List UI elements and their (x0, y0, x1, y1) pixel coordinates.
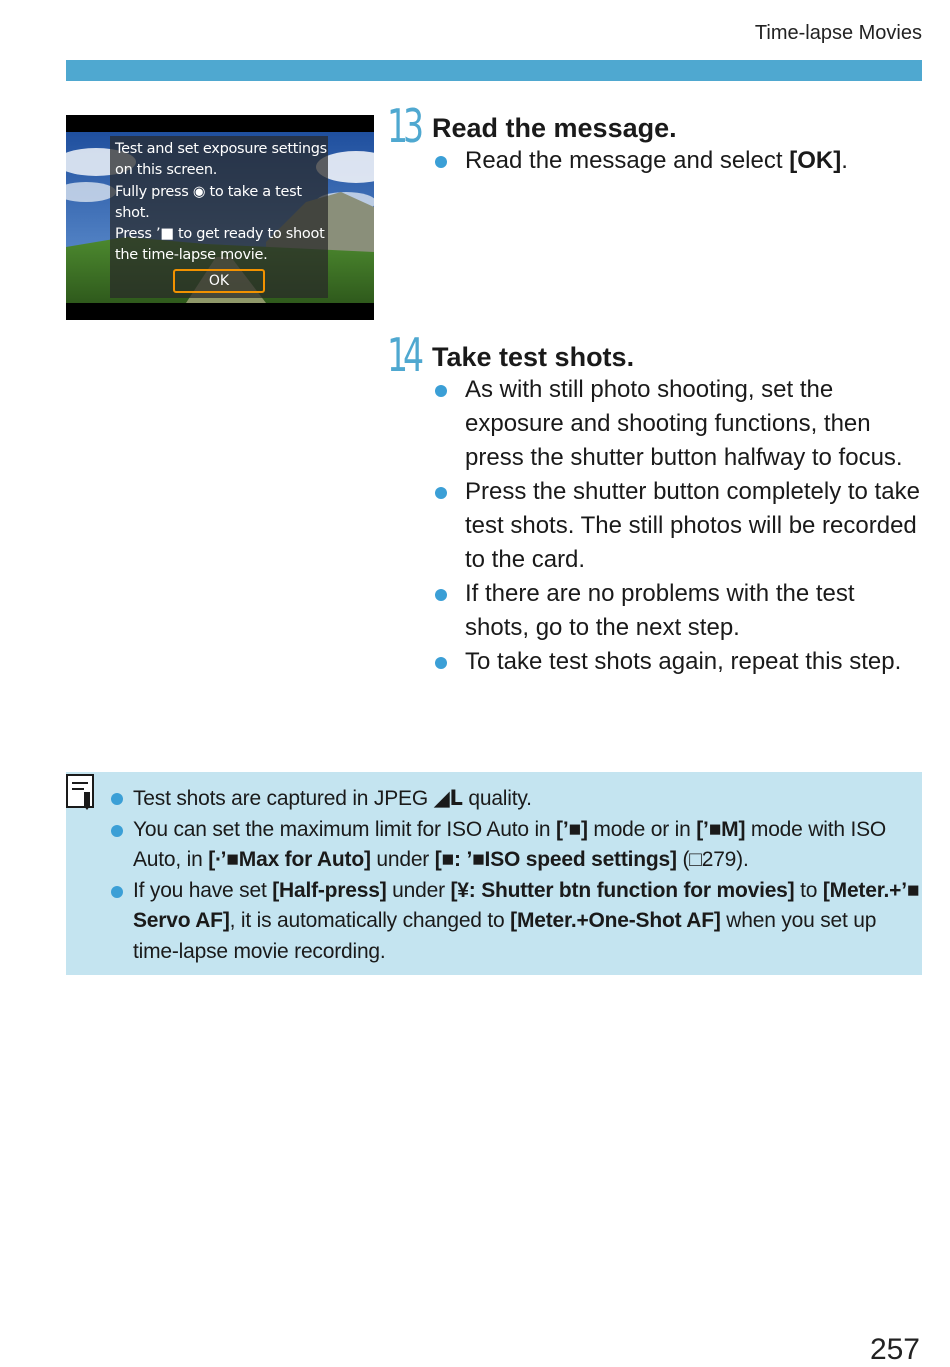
page-number: 257 (869, 1333, 920, 1366)
bullet-icon (111, 825, 123, 837)
dialog-line: Test and set exposure settings (115, 141, 327, 157)
step-bullets (433, 144, 923, 178)
list-item (433, 144, 923, 178)
bullet-text: If there are no problems with the test shots, go to the next step. (465, 580, 855, 641)
note-text: under (370, 848, 435, 871)
meter-servo-af-ref: [Meter.+’■ Servo AF] (133, 878, 920, 932)
bullet-icon (435, 657, 447, 669)
dialog-line: on this screen. (115, 162, 218, 179)
camera-screen-image (66, 115, 374, 320)
max-for-auto-ref: [∙’■Max for Auto] (208, 848, 371, 871)
list-item (433, 373, 923, 475)
bullet-icon (435, 156, 447, 168)
bullet-icon (111, 793, 123, 805)
list-item (433, 645, 923, 679)
note-text: quality. (462, 787, 532, 810)
bullet-icon (111, 886, 123, 898)
shutter-btn-function-ref: [¥: Shutter btn function for movies] (450, 878, 795, 902)
ok-reference: [OK] (789, 147, 842, 174)
note-text: If you have set (133, 878, 273, 902)
bullet-text: . (841, 147, 848, 174)
note-text: Test shots are captured in JPEG (133, 787, 434, 810)
bullet-text: As with still photo shooting, set the exposure and shooting functions, then press the shutter button halfway to focus. (465, 376, 903, 471)
message-dialog (110, 136, 328, 298)
header-bar (66, 60, 922, 81)
meter-one-shot-af-ref: [Meter.+One-Shot AF] (510, 909, 721, 932)
step-title: Read the message. (432, 113, 677, 143)
note-text: mode or in (587, 817, 697, 841)
note-text: , it is automatically changed to (229, 909, 511, 932)
ok-button[interactable]: OK (173, 269, 265, 293)
half-press-ref: [Half-press] (272, 878, 387, 902)
dialog-line: shot. (115, 204, 150, 221)
dialog-line: Fully press ◉ to take a test (115, 183, 302, 200)
note-text: when you set up time-lapse movie recording. (133, 909, 877, 963)
movie-auto-mode-ref: [’■] (556, 817, 588, 841)
memo-icon (66, 774, 96, 810)
list-item (433, 475, 923, 577)
bullet-text: Press the shutter button completely to take test shots. The still photos will be recorded to the card. (465, 478, 920, 573)
list-item (433, 577, 923, 645)
note-list (111, 783, 921, 967)
dialog-line: the time-lapse movie. (115, 247, 268, 264)
step-title: Take test shots. (432, 342, 635, 372)
step-bullets (433, 373, 923, 679)
page-reference: (□279). (676, 848, 749, 871)
bullet-icon (435, 487, 447, 499)
note-text: mode with ISO Auto, in (133, 817, 887, 871)
bullet-icon (435, 589, 447, 601)
note-text: to (794, 878, 823, 902)
note-text: You can set the maximum limit for ISO Auto in (133, 817, 557, 841)
movie-manual-mode-ref: [’■M] (696, 817, 746, 841)
running-head: Time-lapse Movies (754, 22, 922, 44)
note-item (111, 876, 921, 968)
bullet-text: Read the message and select (465, 147, 790, 174)
jpeg-large-quality-icon: ◢L (433, 786, 463, 810)
bullet-icon (435, 385, 447, 397)
note-box (66, 772, 922, 975)
note-item (111, 815, 921, 876)
iso-speed-settings-ref: [■: ’■ISO speed settings] (434, 848, 677, 871)
note-item (111, 783, 921, 815)
step-number: 13 (387, 99, 420, 153)
step-number: 14 (387, 328, 420, 382)
dialog-line: Press ’■ to get ready to shoot (115, 226, 325, 243)
note-text: under (386, 878, 451, 902)
bullet-text: To take test shots again, repeat this step. (465, 648, 902, 675)
